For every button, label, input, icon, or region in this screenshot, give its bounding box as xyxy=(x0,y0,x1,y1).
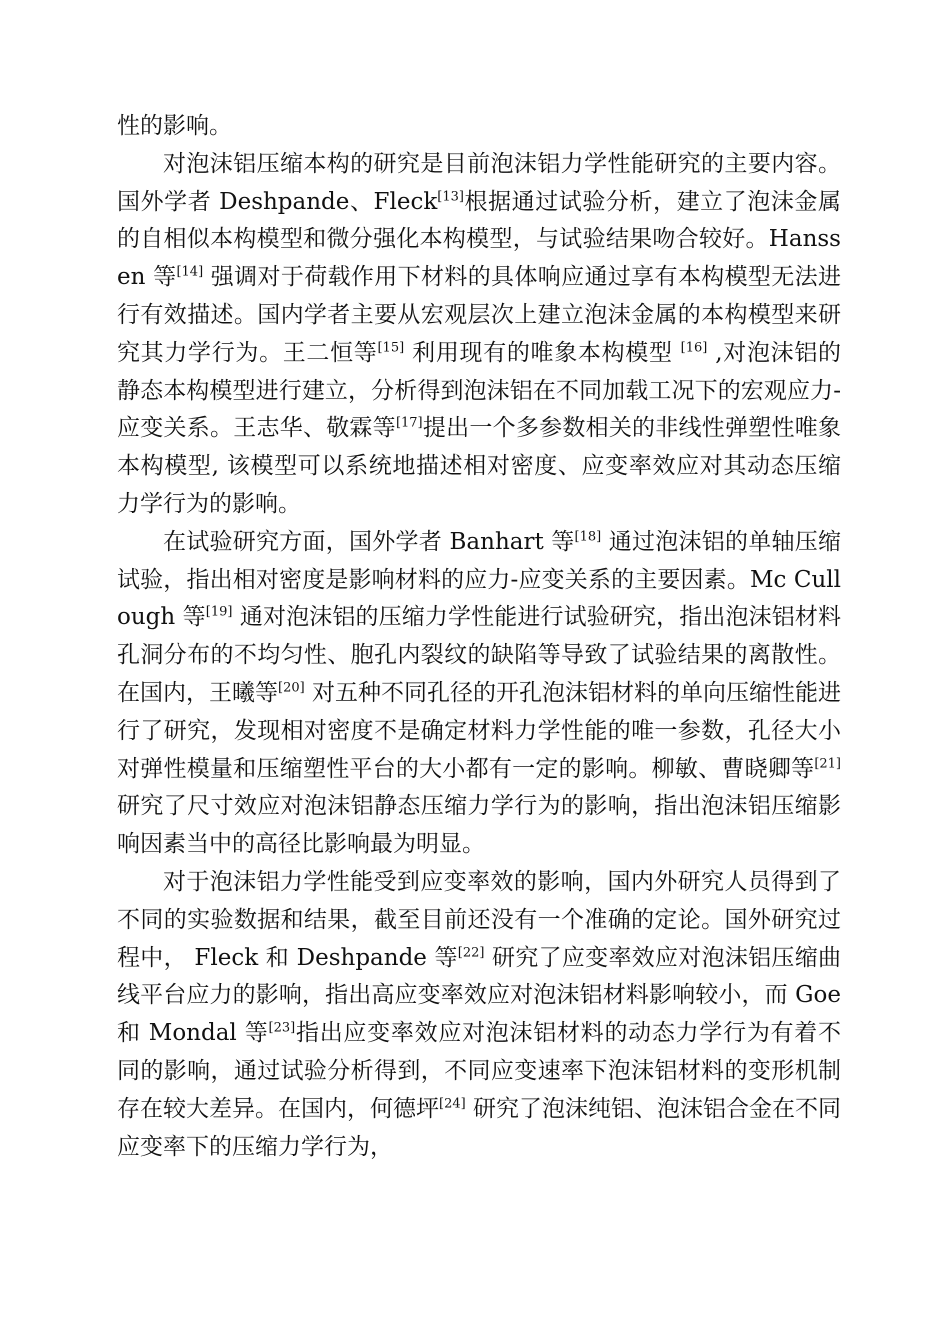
citation-ref: [14] xyxy=(176,264,204,280)
citation-ref: [21] xyxy=(814,755,841,771)
text-run: 指出应变率效应对泡沫铝材料的动态力学行为有着不同的影响，通过试验分析得到，不同应变速率下泡沫铝材料的变形机制存在较大差异。在国内，何德坪 xyxy=(117,1020,842,1122)
paragraph-2 xyxy=(117,524,841,864)
paragraph-3 xyxy=(117,864,841,1166)
citation-ref: [22] xyxy=(457,944,485,960)
text-run: 对五种不同孔径的开孔泡沫铝材料的单向压缩性能进行了研究，发现相对密度不是确定材料力学性能的唯一参数，孔径大小对弹性模量和压缩塑性平台的大小都有一定的影响。柳敏、曹晓卿等 xyxy=(117,679,841,782)
text-run: 研究了尺寸效应对泡沫铝静态压缩力学行为的影响，指出泡沫铝压缩影响因素当中的高径比影响最为明显。 xyxy=(117,793,841,858)
text-run: 对于泡沫铝力学性能受到应变率效的影响，国内外研究人员得到了不同的实验数据和结果，截至目前还没有一个准确的定论。国外研究过程中， Fleck 和 Deshpande 等 xyxy=(117,868,841,971)
text-run: 通对泡沫铝的压缩力学性能进行试验研究，指出泡沫铝材料孔洞分布的不均匀性、胞孔内裂纹的缺陷等导致了试验结果的离散性。在国内，王曦等 xyxy=(117,604,841,706)
text-run: 强调对于荷载作用下材料的具体响应通过享有本构模型无法进行有效描述。国内学者主要从宏观层次上建立泡沫金属的本构模型来研究其力学行为。王二恒等 xyxy=(117,264,841,366)
paragraph-1 xyxy=(117,146,841,524)
citation-ref: [15] xyxy=(377,340,405,356)
citation-ref: [17] xyxy=(395,415,423,431)
citation-ref: [13] xyxy=(437,188,464,204)
text-run: 在试验研究方面，国外学者 Banhart 等 xyxy=(163,528,575,555)
body-text xyxy=(117,108,841,1166)
text-run: 对泡沫铝压缩本构的研究是目前泡沫铝力学性能研究的主要内容。国外学者 Deshpande、Fleck xyxy=(117,150,841,215)
citation-ref: [20] xyxy=(278,680,305,696)
text-run: 利用现有的唯象本构模型 xyxy=(404,339,681,366)
citation-ref: [16] xyxy=(680,340,708,356)
paragraph-0 xyxy=(117,108,841,146)
text-run: 通过泡沫铝的单轴压缩试验，指出相对密度是影响材料的应力-应变关系的主要因素。Mc Cullough 等 xyxy=(117,528,842,631)
text-run: 性的影响。 xyxy=(117,113,232,139)
citation-ref: [18] xyxy=(574,529,602,545)
citation-ref: [19] xyxy=(205,604,233,620)
text-run: 根据通过试验分析，建立了泡沫金属的自相似本构模型和微分强化本构模型，与试验结果吻合较好。Hanssen 等 xyxy=(117,188,841,291)
text-run: 研究了应变率效应对泡沫铝压缩曲线平台应力的影响，指出高应变率效应对泡沫铝材料影响较小，而 Goe 和 Mondal 等 xyxy=(117,944,841,1047)
citation-ref: [24] xyxy=(439,1096,466,1112)
text-run: 研究了泡沫纯铝、泡沫铝合金在不同应变率下的压缩力学行为， xyxy=(117,1095,841,1160)
text-run: ,对泡沫铝的静态本构模型进行建立，分析得到泡沫铝在不同加载工况下的宏观应力-应变关系。王志华、敬霖等 xyxy=(117,339,842,442)
citation-ref: [23] xyxy=(268,1020,296,1036)
text-run: 提出一个多参数相关的非线性弹塑性唯象本构模型, 该模型可以系统地描述相对密度、应变率效应对其动态压缩力学行为的影响。 xyxy=(117,415,842,517)
